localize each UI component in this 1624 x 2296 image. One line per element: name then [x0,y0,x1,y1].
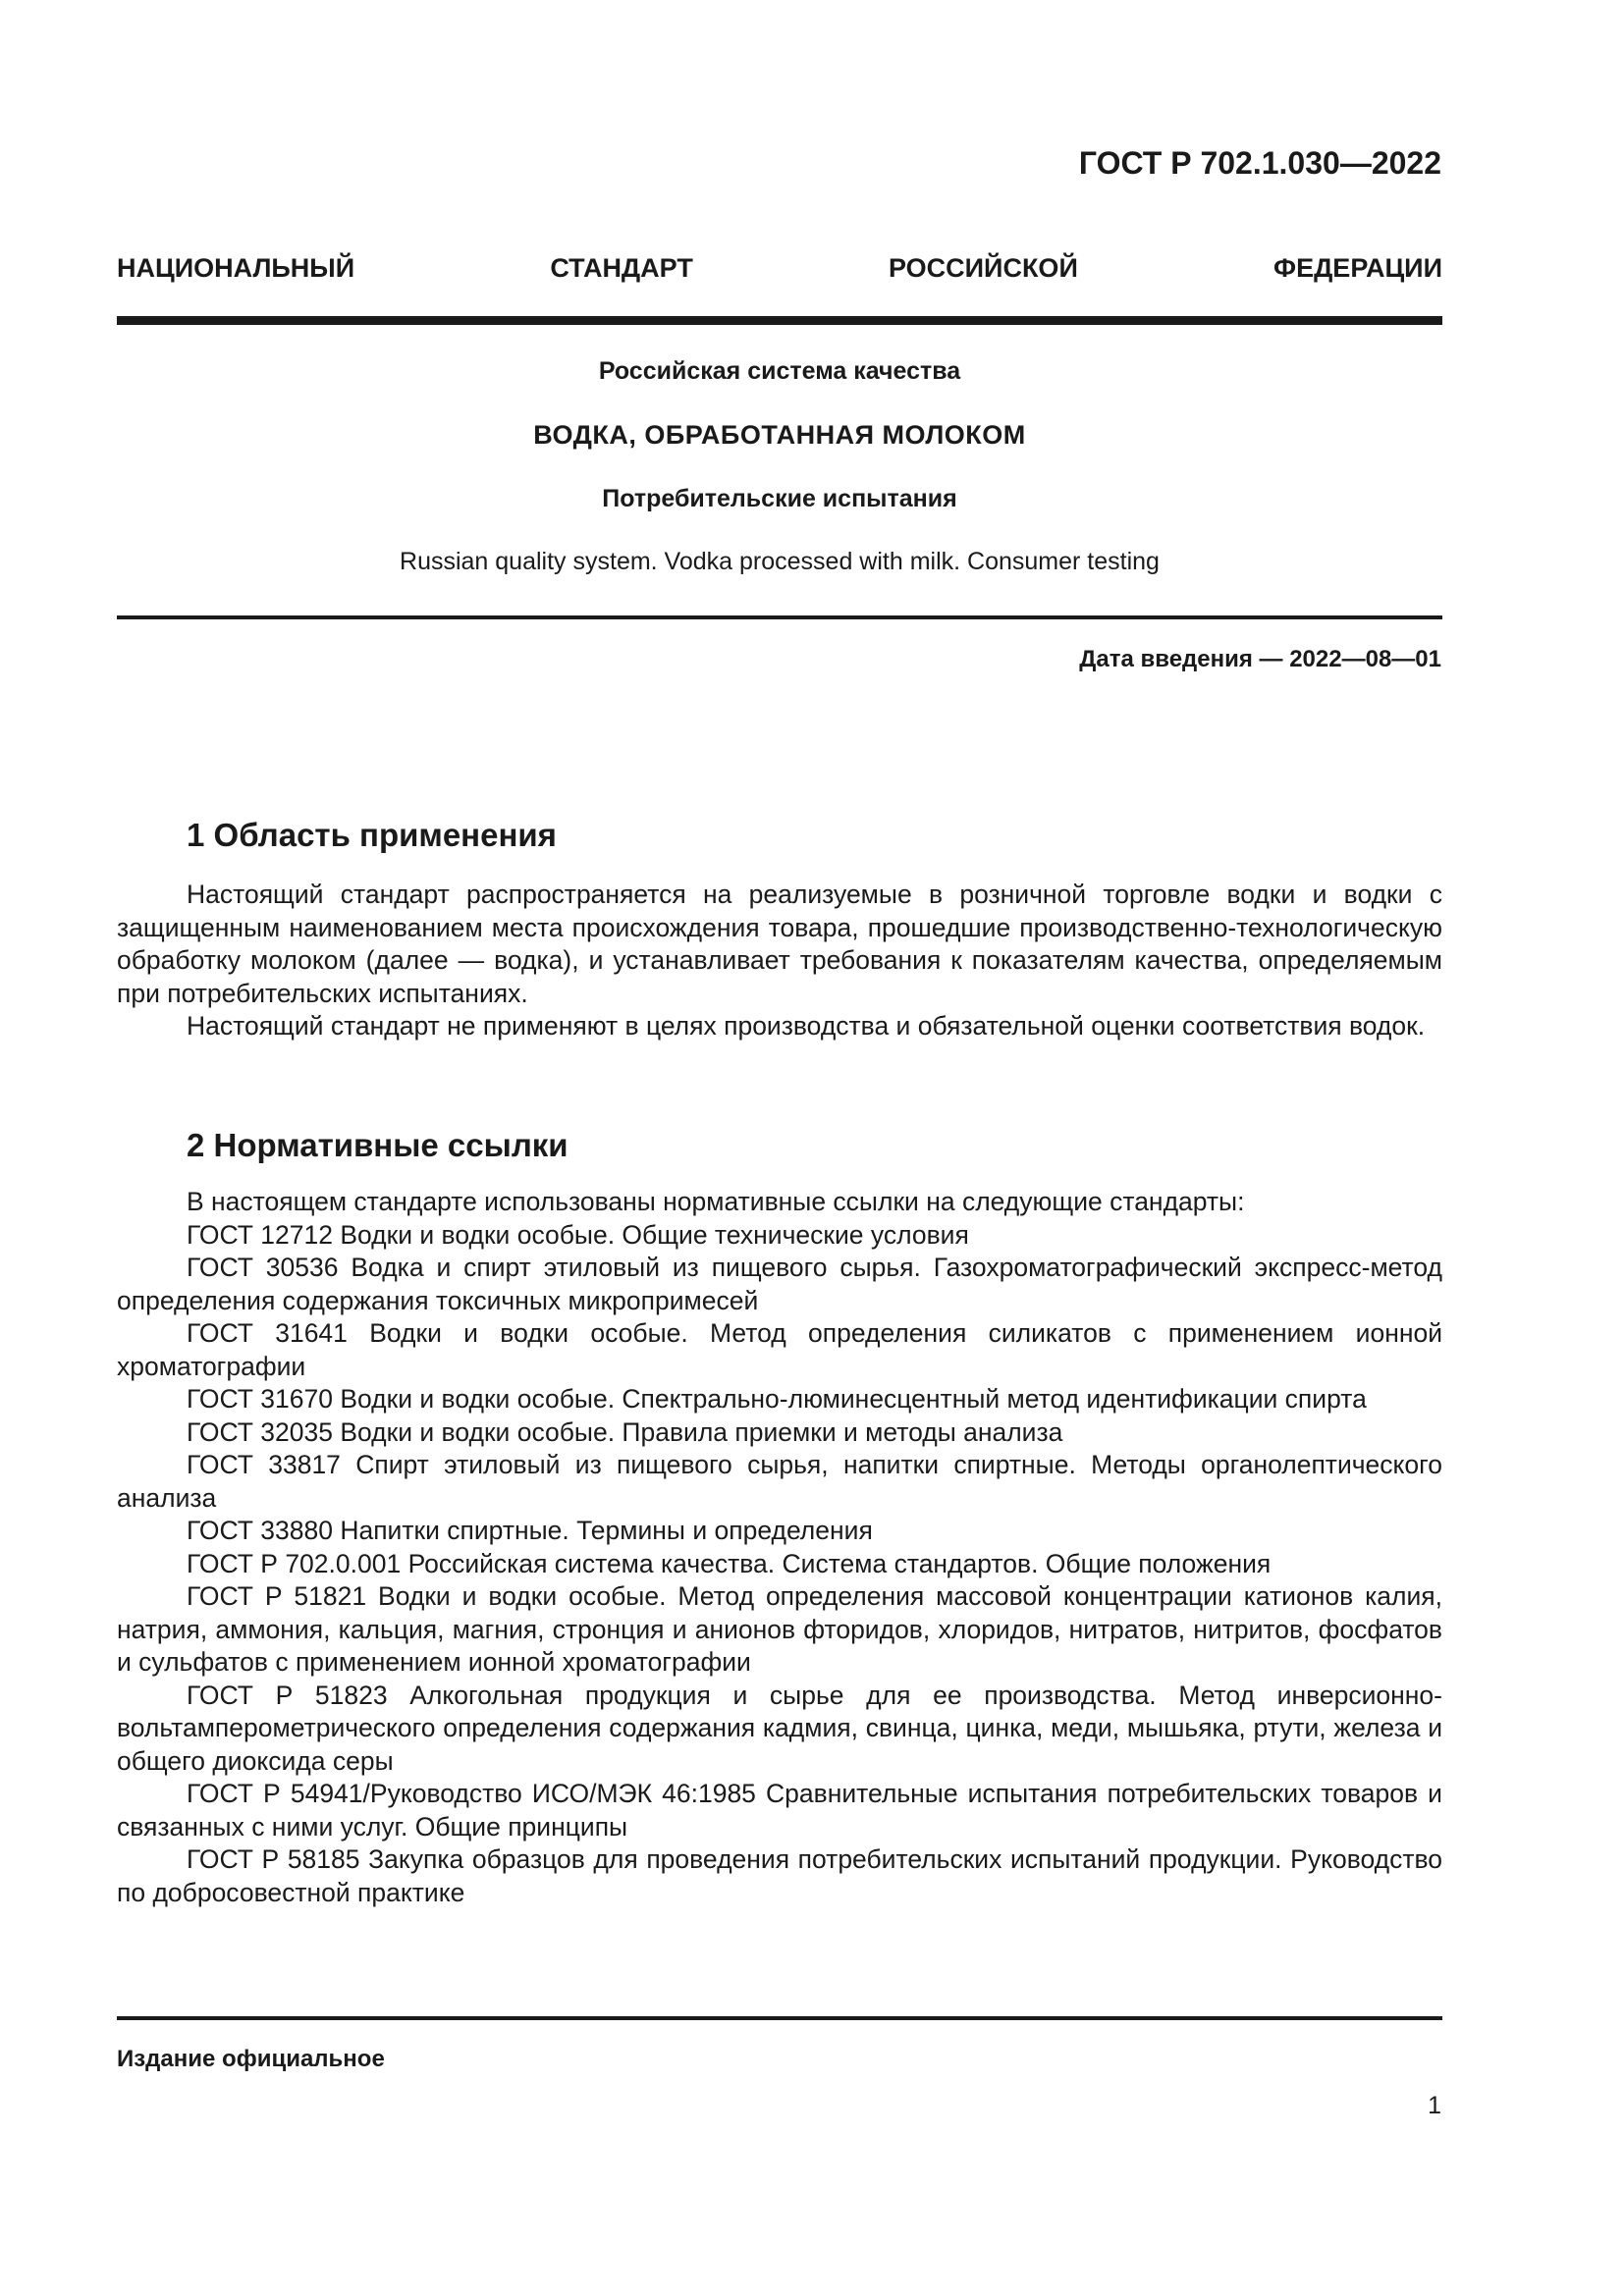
document-number: ГОСТ Р 702.1.030—2022 [1078,145,1441,181]
english-title: Russian quality system. Vodka processed with milk. Consumer testing [400,548,1160,575]
section-1-body [117,879,1442,1043]
title-subtitle-2: Потребительские испытания [602,485,957,512]
section-1-heading: 1 Область применения [187,817,557,853]
section-2-body [117,1186,1442,1909]
paragraph: В настоящем стандарте использованы нормативные ссылки на следующие стандарты: [187,1187,1245,1216]
national-standard-banner: НАЦИОНАЛЬНЫЙ СТАНДАРТ РОССИЙСКОЙ ФЕДЕРАЦИИ [117,253,1442,283]
reference-item: ГОСТ 31670 Водки и водки особые. Спектрально-люминесцентный метод идентификации спирта [187,1384,1367,1414]
reference-item: ГОСТ Р 51823 Алкогольная продукция и сырье для ее производства. Метод инверсионно-вольтамперометрического определения содержания кадмия, свинца, цинка, меди, мышьяка, ртути, железа и общего диоксида серы [117,1680,1442,1776]
title-subtitle-1: Российская система качества [598,357,961,385]
reference-item: ГОСТ 33880 Напитки спиртные. Термины и определения [187,1516,873,1545]
reference-item: ГОСТ 30536 Водка и спирт этиловый из пищевого сырья. Газохроматографический экспресс-метод определения содержания токсичных микропримесей [117,1253,1442,1315]
reference-item: ГОСТ Р 58185 Закупка образцов для проведения потребительских испытаний продукции. Руководство по добросовестной практике [117,1844,1442,1907]
document-title: ВОДКА, ОБРАБОТАННАЯ МОЛОКОМ [533,420,1026,450]
section-2-heading: 2 Нормативные ссылки [187,1127,568,1163]
paragraph: Настоящий стандарт не применяют в целях производства и обязательной оценки соответствия водок. [187,1011,1426,1041]
reference-item: ГОСТ Р 54941/Руководство ИСО/МЭК 46:1985 Сравнительные испытания потребительских товаров и связанных с ними услуг. Общие принципы [117,1779,1442,1842]
reference-item: ГОСТ 12712 Водки и водки особые. Общие технические условия [187,1219,969,1250]
introduction-date: Дата введения — 2022—08—01 [1079,646,1441,672]
title-rule [117,615,1442,619]
official-edition-label: Издание официальное [117,2046,385,2072]
footer-rule [117,2016,1442,2020]
reference-item: ГОСТ 31641 Водки и водки особые. Метод определения силикатов с применением ионной хроматографии [117,1318,1442,1381]
reference-item: ГОСТ 33817 Спирт этиловый из пищевого сырья, напитки спиртные. Методы органолептического анализа [117,1450,1442,1513]
reference-item: ГОСТ 32035 Водки и водки особые. Правила приемки и методы анализа [187,1416,1063,1447]
paragraph: Настоящий стандарт распространяется на реализуемые в розничной торговле водки и водки с защищенным наименованием места происхождения товара, прошедшие производственно-технологическую обработку молоком (далее — водка), и устанавливает требования к показателям качества, определяемым при потребительских испытаниях. [117,880,1442,1008]
reference-item: ГОСТ Р 702.0.001 Российская система качества. Система стандартов. Общие положения [187,1548,1272,1578]
reference-item: ГОСТ Р 51821 Водки и водки особые. Метод определения массовой концентрации катионов калия, натрия, аммония, кальция, магния, стронция и анионов фторидов, хлоридов, нитратов, нитритов, фосфатов и сульфатов с применением ионной хроматографии [117,1581,1442,1677]
header-rule [117,316,1442,325]
page-number: 1 [1428,2092,1441,2119]
